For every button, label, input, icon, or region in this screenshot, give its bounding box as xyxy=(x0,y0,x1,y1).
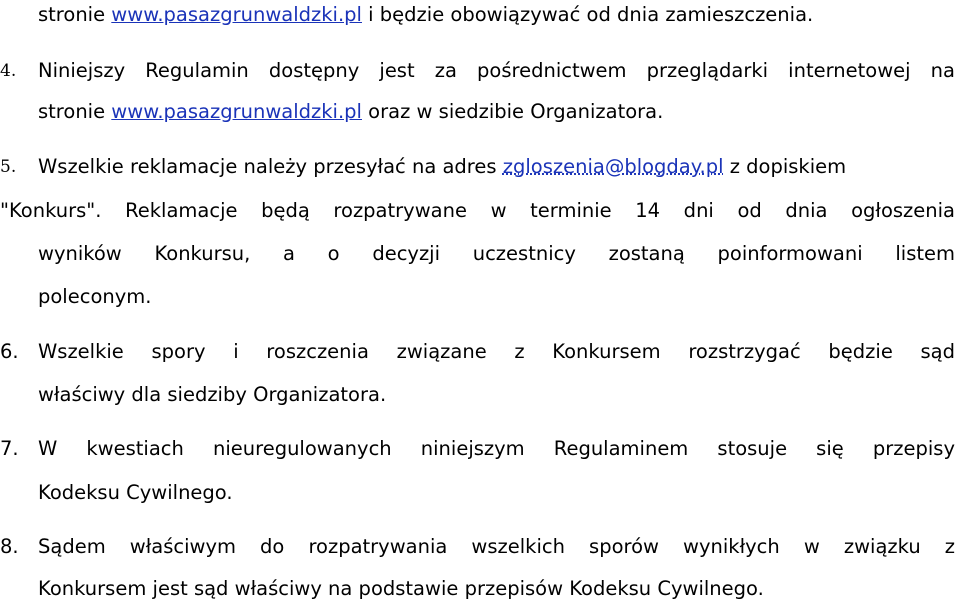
item-7-number: 7. xyxy=(0,437,19,460)
item-6-line-2: właściwy dla siedziby Organizatora. xyxy=(38,383,387,406)
item-5-line-2: "Konkurs". Reklamacje będą rozpatrywane w terminie 14 dni od dnia ogłoszenia xyxy=(0,199,955,222)
item-6-number: 6. xyxy=(0,340,19,363)
item-5-text-before: Wszelkie reklamacje należy przesyłać na adres xyxy=(38,155,503,178)
item-5-text-after: z dopiskiem xyxy=(723,155,847,178)
intro-text-before: stronie xyxy=(38,3,112,26)
item-4-number: 4. xyxy=(0,61,17,81)
item-4-text-before: stronie xyxy=(38,100,112,123)
intro-text-after: i będzie obowiązywać od dnia zamieszczenia. xyxy=(361,3,814,26)
intro-line xyxy=(38,1,955,29)
item-8-number: 8. xyxy=(0,535,19,558)
item-7-line-1: W kwestiach nieuregulowanych niniejszym Regulaminem stosuje się przepisy xyxy=(38,437,955,460)
item-4-text-after: oraz w siedzibie Organizatora. xyxy=(361,100,664,123)
item-7-line-2: Kodeksu Cywilnego. xyxy=(38,481,233,504)
website-link[interactable]: www.pasazgrunwaldzki.pl xyxy=(111,100,362,123)
item-6-line-1: Wszelkie spory i roszczenia związane z Konkursem rozstrzygać będzie sąd xyxy=(38,340,955,363)
email-link[interactable]: zgloszenia@blogday.pl xyxy=(502,155,724,178)
item-4-line-2 xyxy=(38,98,955,126)
website-link[interactable]: www.pasazgrunwaldzki.pl xyxy=(111,3,362,26)
item-5-line-1 xyxy=(38,153,955,181)
item-8-line-2: Konkursem jest sąd właściwy na podstawie przepisów Kodeksu Cywilnego. xyxy=(38,577,764,600)
item-5-number: 5. xyxy=(0,157,17,177)
item-8-line-1: Sądem właściwym do rozpatrywania wszelkich sporów wynikłych w związku z xyxy=(38,535,955,558)
item-5-line-4: poleconym. xyxy=(38,285,152,308)
item-5-line-3: wyników Konkursu, a o decyzji uczestnicy zostaną poinformowani listem xyxy=(38,242,955,265)
item-4-line-1: Niniejszy Regulamin dostępny jest za pośrednictwem przeglądarki internetowej na xyxy=(38,59,955,82)
